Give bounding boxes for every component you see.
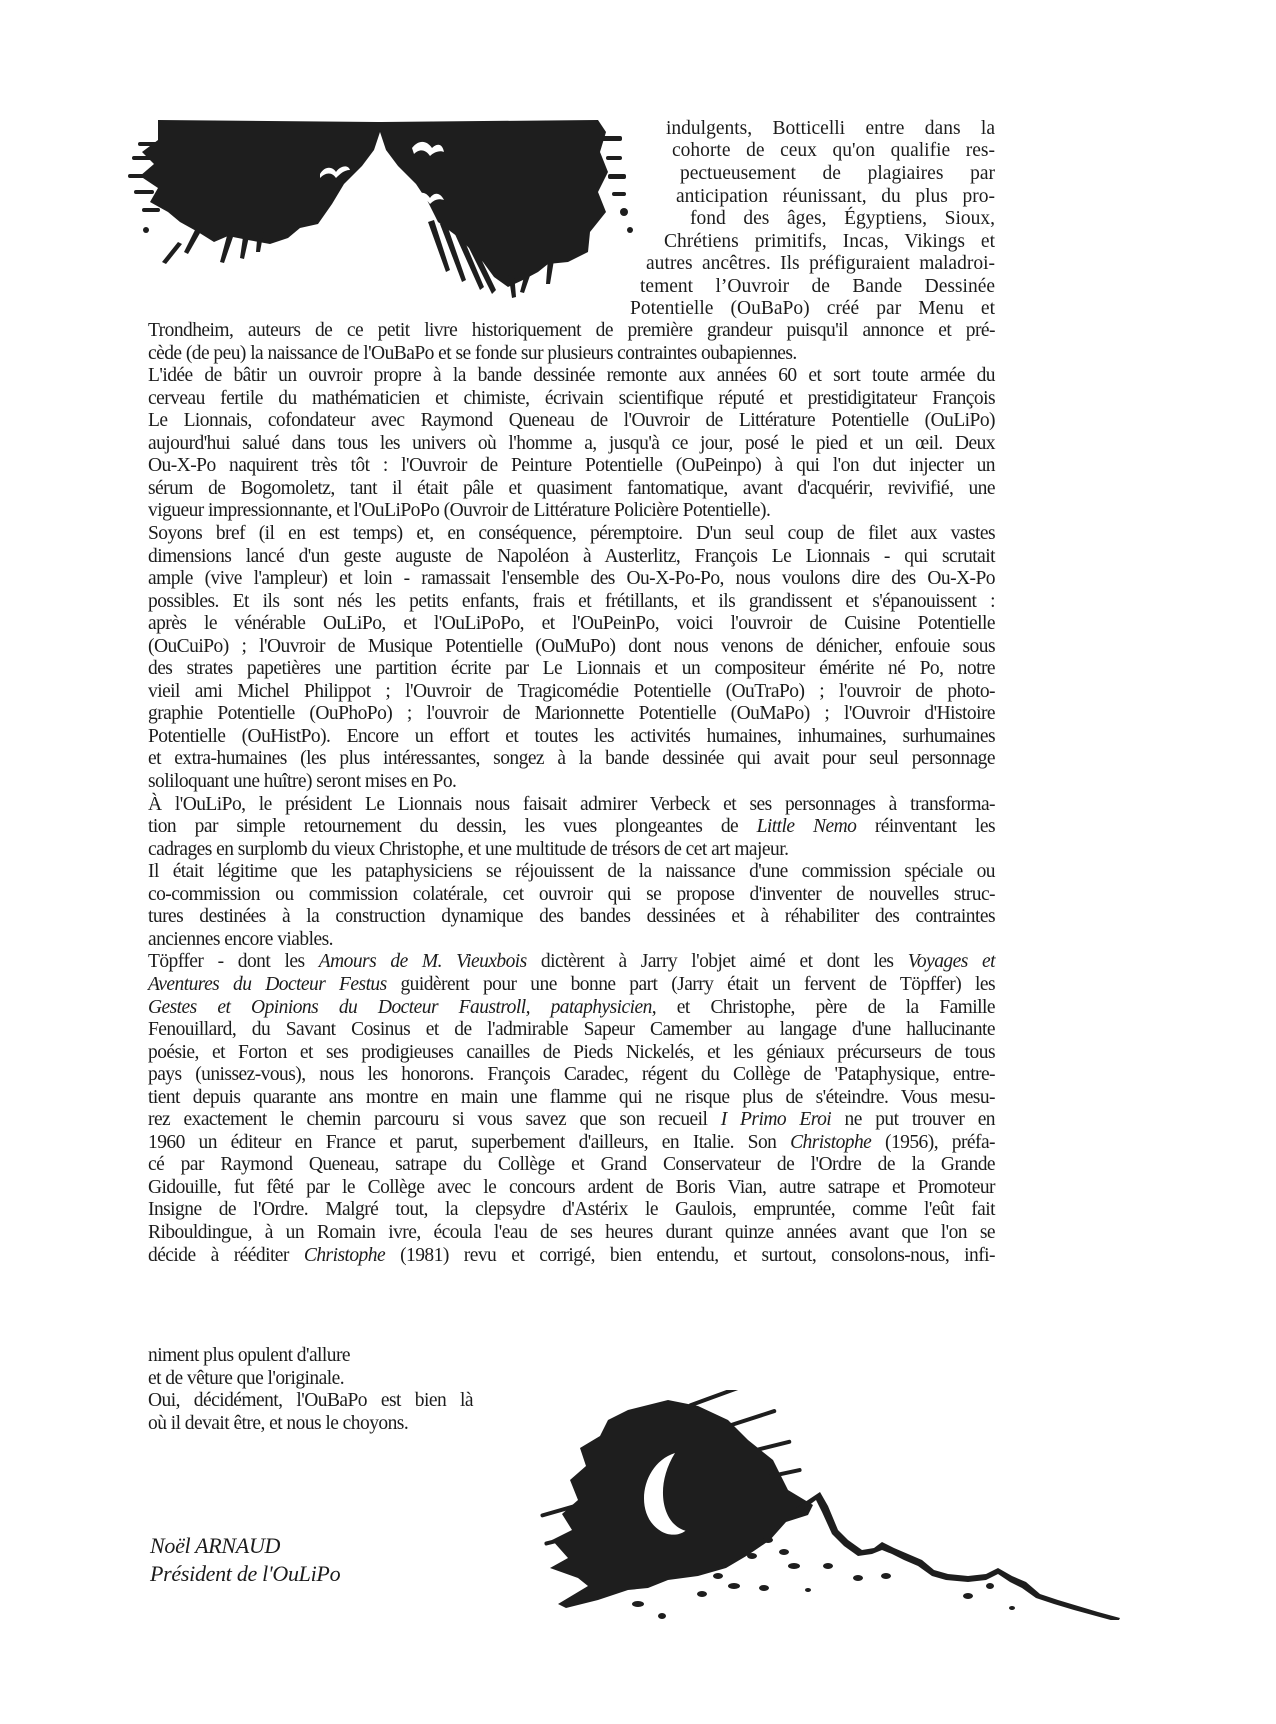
text-line	[148, 500, 995, 522]
text-run: Insigne de l'Ordre. Malgré tout, la clepsydre d'Astérix le Gaulois, empruntée, comme l'eût fait	[148, 1199, 995, 1221]
text-run: (1981) revu et corrigé, bien entendu, et surtout, consolons-nous, infi-	[385, 1244, 995, 1266]
text-run: , et Christophe, père de la Famille	[651, 996, 995, 1018]
text-line	[148, 1154, 995, 1176]
text-line	[148, 455, 995, 477]
text-run: graphie Potentielle (OuPhoPo) ; l'ouvroir de Marionnette Potentielle (OuMaPo) ; l'Ouvroir d'Histoire	[148, 703, 995, 725]
italic-title: Aventures du Docteur Festus	[148, 973, 387, 995]
text-run: À l'OuLiPo, le président Le Lionnais nous faisait admirer Verbeck et ses personnages à transforma-	[148, 793, 995, 815]
italic-title: I Primo Eroi	[720, 1109, 832, 1131]
text-run: possibles. Et ils sont nés les petits enfants, frais et frétillants, et ils grandissent et s'épanouissent :	[148, 590, 995, 612]
text-line	[148, 951, 995, 973]
text-line	[148, 997, 995, 1019]
top-line: indulgents, Botticelli entre dans la	[666, 118, 995, 139]
text-run: Ou-X-Po naquirent très tôt : l'Ouvroir de Peinture Potentielle (OuPeinpo) à qui l'on dut injecter un	[148, 455, 995, 477]
text-run: cerveau fertile du mathématicien et chimiste, écrivain scientifique réputé et prestidigitateur François	[148, 387, 995, 409]
text-run: soliloquant une huître) seront mises en Po.	[148, 771, 457, 792]
text-line	[148, 320, 995, 342]
text-run: Fenouillard, du Savant Cosinus et de l'admirable Sapeur Camember au langage d'une hallucinante	[148, 1019, 995, 1041]
text-run: ample (vive l'ampleur) et loin - ramassait l'ensemble des Ou-X-Po-Po, nous voulons dire des Ou-X-Po	[148, 568, 995, 590]
text-run: pays (unissez-vous), nous les honorons. François Caradec, régent du Collège de 'Pataphysique, entre-	[148, 1064, 995, 1086]
top-line: tement l’Ouvroir de Bande Dessinée	[640, 276, 995, 297]
text-line	[148, 523, 995, 545]
text-line	[148, 681, 995, 703]
text-line	[148, 388, 995, 410]
text-run: vigueur impressionnante, et l'OuLiPoPo (Ouvroir de Littérature Policière Potentielle).	[148, 500, 771, 522]
text-run: cède (de peu) la naissance de l'OuBaPo et se fonde sur plusieurs contraintes oubapiennes.	[148, 342, 797, 364]
text-line	[148, 613, 995, 635]
text-line	[148, 974, 995, 996]
text-line	[148, 636, 995, 658]
text-line	[148, 365, 995, 387]
text-line	[148, 703, 995, 725]
text-line	[148, 1087, 995, 1109]
text-run: Trondheim, auteurs de ce petit livre historiquement de première grandeur puisqu'il annonce et pré-	[148, 320, 995, 341]
text-run: tient depuis quarante ans montre en main une flamme qui ne risque plus de s'éteindre. Vous mesu-	[148, 1086, 995, 1108]
signature-title: Président de l'OuLiPo	[150, 1561, 341, 1586]
top-line: fond des âges, Égyptiens, Sioux,	[690, 208, 995, 229]
text-line	[148, 433, 995, 455]
top-line: Chrétiens primitifs, Incas, Vikings et	[664, 231, 995, 252]
text-run: 1960 un éditeur en France et parut, superbement d'ailleurs, en Italie. Son	[148, 1131, 791, 1153]
text-run: décide à rééditer	[148, 1244, 304, 1266]
text-run: Il était légitime que les pataphysiciens se réjouissent de la naissance d'une commission spéciale ou	[148, 861, 995, 883]
text-run: guidèrent pour une bonne part (Jarry était un fervent de Töpffer) les	[386, 973, 995, 995]
text-run: Ribouldingue, à un Romain ivre, écoula l'eau de ses heures durant quinze années avant que l'on se	[148, 1222, 995, 1243]
text-line	[148, 568, 995, 590]
text-line	[148, 591, 995, 613]
text-line	[148, 1199, 995, 1221]
text-line	[148, 1042, 995, 1064]
text-run: dimensions lancé d'un geste auguste de Napoléon à Austerlitz, François Le Lionnais - qui scrutait	[148, 545, 995, 567]
italic-title: Christophe	[303, 1244, 386, 1266]
text-line	[148, 410, 995, 432]
top-line: cohorte de ceux qu'on qualifie res-	[672, 140, 995, 161]
italic-title: Voyages et	[907, 951, 995, 973]
top-line: pectueusement de plagiaires par	[680, 163, 995, 184]
text-run: anciennes encore viables.	[148, 928, 333, 950]
text-line	[148, 1345, 473, 1367]
text-run: rez exactement le chemin parcouru si vous savez que son recueil	[148, 1109, 721, 1131]
text-run: ne put trouver en	[831, 1109, 995, 1131]
text-run: sérum de Bogomoletz, tant il était pâle et quasiment fantomatique, avant d'acquérir, revivifié, une	[148, 477, 995, 499]
text-line	[148, 1245, 995, 1267]
italic-title: Little Nemo	[756, 816, 857, 838]
italic-title: Gestes et Opinions du Docteur Faustroll, pataphysicien	[148, 996, 652, 1018]
text-run: où il devait être, et nous le choyons.	[148, 1412, 409, 1434]
text-run: L'idée de bâtir un ouvroir propre à la bande dessinée remonte aux années 60 et sort toute armée du	[148, 365, 995, 387]
text-run: poésie, et Forton et ses prodigieuses canailles de Pieds Nickelés, et les géniaux précurseurs de tous	[148, 1041, 995, 1063]
text-line	[148, 1413, 473, 1435]
text-run: Gidouille, fut fêté par le Collège avec le concours ardent de Boris Vian, autre satrape et Promoteur	[148, 1176, 995, 1198]
text-run: et extra-humaines (les plus intéressantes, songez à la bande dessinée qui avait pour seul personnage	[148, 748, 995, 770]
text-line	[148, 861, 995, 883]
text-line	[148, 816, 995, 838]
text-run: des strates papetières une partition écrite par Le Lionnais et un compositeur émérite né Po, notre	[148, 658, 995, 680]
text-run: cadrages en surplomb du vieux Christophe, et une multitude de trésors de cet art majeur.	[148, 838, 789, 860]
text-line	[148, 1132, 995, 1154]
text-line	[148, 546, 995, 568]
text-run: après le vénérable OuLiPo, et l'OuLiPoPo, et l'OuPeinPo, voici l'ouvroir de Cuisine Potentielle	[148, 613, 995, 635]
text-line	[148, 1109, 995, 1131]
text-run: tures destinées à la construction dynamique des bandes dessinées et à réhabiliter des contraintes	[148, 906, 995, 928]
text-line	[148, 1222, 995, 1244]
text-line	[148, 1368, 473, 1390]
italic-title: Amours de M. Vieuxbois	[318, 951, 527, 973]
text-run: Oui, décidément, l'OuBaPo est bien là	[148, 1390, 473, 1412]
text-run: vieil ami Michel Philippot ; l'Ouvroir de Tragicomédie Potentielle (OuTraPo) ; l'ouvroir de photo-	[148, 680, 995, 702]
text-line	[148, 839, 995, 861]
text-run: Töpffer - dont les	[148, 951, 319, 973]
text-run: Le Lionnais, cofondateur avec Raymond Queneau de l'Ouvroir de Littérature Potentielle (OuLiPo)	[148, 410, 995, 432]
text-run: dictèrent à Jarry l'objet aimé et dont les	[526, 951, 908, 973]
text-line	[148, 1390, 473, 1412]
text-line	[148, 884, 995, 906]
text-run: et de vêture que l'originale.	[148, 1367, 345, 1389]
text-run: co-commission ou commission colatérale, cet ouvroir qui se propose d'inventer de nouvelles struc-	[148, 883, 995, 905]
text-run: réinventant les	[856, 816, 995, 838]
top-line: anticipation réunissant, du plus pro-	[676, 186, 995, 207]
text-run: cé par Raymond Queneau, satrape du Collège et Grand Conservateur de l'Ordre de la Grande	[148, 1154, 995, 1176]
text-line	[148, 1064, 995, 1086]
text-line	[148, 726, 995, 748]
text-run: aujourd'hui salué dans tous les univers où l'homme a, jusqu'à ce jour, posé le pied et un œil. Deux	[148, 432, 995, 454]
text-run: Potentielle (OuHistPo). Encore un effort et toutes les activités humaines, inhumaines, surhumaines	[148, 725, 995, 747]
text-line	[148, 1019, 995, 1041]
text-run: (OuCuiPo) ; l'Ouvroir de Musique Potentielle (OuMuPo) dont nous venons de dénicher, enfouie sous	[148, 635, 995, 657]
text-line	[148, 748, 995, 770]
text-run: Soyons bref (il en est temps) et, en conséquence, péremptoire. D'un seul coup de filet aux vastes	[148, 522, 995, 544]
signature-name: Noël ARNAUD	[150, 1533, 281, 1558]
night-sky-tower-illustration	[128, 112, 648, 302]
text-run: tion par simple retournement du dessin, les vues plongeantes de	[148, 816, 757, 838]
italic-title: Christophe	[790, 1131, 872, 1153]
text-line	[148, 771, 995, 793]
text-line	[148, 1177, 995, 1199]
text-run: (1956), préfa-	[871, 1131, 995, 1153]
text-run: niment plus opulent d'allure	[148, 1345, 351, 1366]
text-line	[148, 929, 995, 951]
top-line: autres ancêtres. Ils préfiguraient maladroi-	[646, 253, 995, 274]
text-line	[148, 794, 995, 816]
text-line	[148, 478, 995, 500]
text-line	[148, 343, 995, 365]
text-line	[148, 906, 995, 928]
moon-mountain-illustration	[538, 1390, 1123, 1620]
top-line: Potentielle (OuBaPo) créé par Menu et	[630, 298, 995, 319]
text-line	[148, 658, 995, 680]
